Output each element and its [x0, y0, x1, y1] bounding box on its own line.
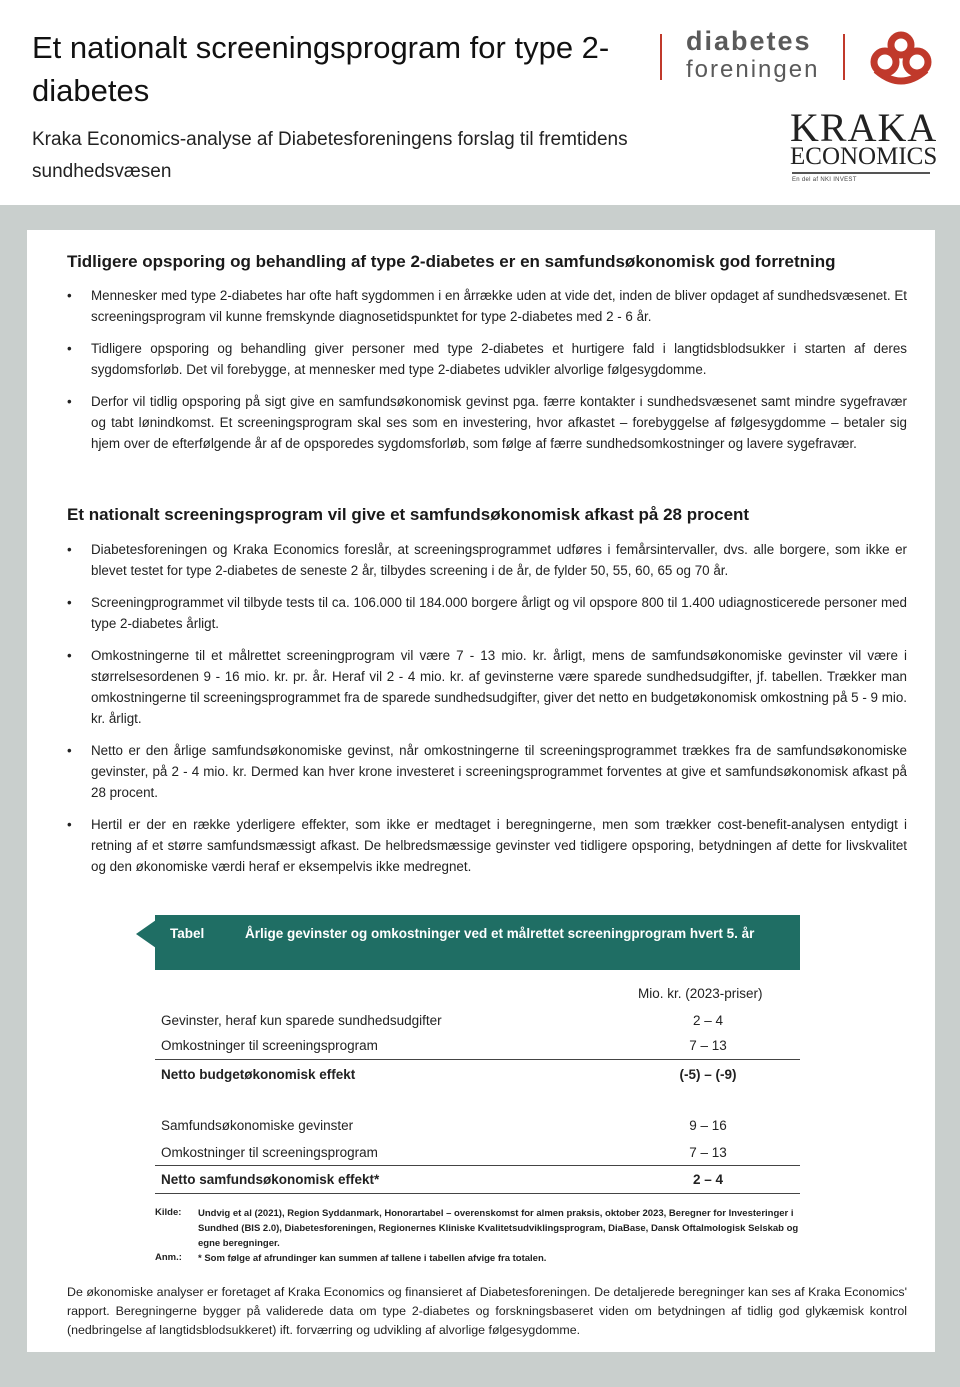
- table-row-value: 2 – 4: [692, 1172, 724, 1187]
- table-header-band: [155, 915, 800, 970]
- bullet-icon: •: [67, 595, 72, 610]
- list-item: [67, 645, 907, 729]
- section2-bullet-list: [67, 539, 907, 888]
- kraka-logo-rule: [792, 172, 930, 174]
- list-item: [67, 814, 907, 877]
- bullet-icon: •: [67, 341, 72, 356]
- table-row-label: Netto samfundsøkonomisk effekt*: [161, 1172, 380, 1187]
- list-item: [67, 592, 907, 634]
- bullet-text: Screeningprogrammet vil tilbyde tests til ca. 106.000 til 184.000 borgere årligt og vil opspore 800 til 1.400 udiagnosticerede personer med type 2-diabetes årligt.: [91, 595, 907, 631]
- table-source-text: Undvig et al (2021), Region Syddanmark, Honorartabel – overenskomst for almen praksis, oktober 2023, Beregner for Investeringer i Sundhed (BIS 2.0), Diabetesforeningen, Regionernes Kliniske Kvalitetsudviklingsprogram, DiaBase, Dansk Oftalmologisk Selskab og egne beregninger.: [198, 1208, 799, 1249]
- table-row-label: Omkostninger til screeningsprogram: [161, 1038, 378, 1053]
- diabetesforeningen-logo-line1: diabetes: [686, 26, 812, 56]
- kraka-logo-line1: KRAKA: [790, 105, 938, 150]
- table-row-label: Samfundsøkonomiske gevinster: [161, 1118, 354, 1133]
- table-title: Årlige gevinster og omkostninger ved et målrettet screeningprogram hvert 5. år: [245, 926, 755, 941]
- table-row-value: 9 – 16: [689, 1118, 727, 1133]
- bullet-icon: •: [67, 542, 72, 557]
- bullet-text: Mennesker med type 2-diabetes har ofte haft sygdommen i en årrække uden at vide det, inden de bliver opdaget af sundhedsvæsenet. Et screeningsprogram vil kunne fremskynde diagnosetidspunktet for type 2-diabetes med 2 - 6 år.: [91, 288, 907, 324]
- page-subtitle: Kraka Economics-analyse af Diabetesforeningens forslag til fremtidens sundhedsvæsen: [32, 129, 628, 182]
- kraka-logo-line2: ECONOMICS: [790, 143, 938, 170]
- page-header: [0, 0, 960, 205]
- table-rule: [155, 1193, 800, 1194]
- list-item: [67, 338, 907, 380]
- page-title: Et nationalt screeningsprogram for type 2-diabetes: [32, 30, 610, 108]
- three-circle-heart-icon: [868, 30, 934, 86]
- list-item: [67, 391, 907, 454]
- logo-divider-right: [843, 34, 845, 80]
- bullet-text: Diabetesforeningen og Kraka Economics foreslår, at screeningsprogrammet udføres i femårsintervaller, dvs. alle borgere, som ikke er blevet testet for type 2-diabetes de seneste 2 år, tilbydes screening i de år, de fylder 50, 55, 60, 65 og 70 år.: [91, 542, 907, 578]
- bullet-icon: •: [67, 648, 72, 663]
- table-source-key: Kilde:: [155, 1207, 182, 1218]
- table-row-value: (-5) – (-9): [679, 1067, 737, 1082]
- table-note-text: * Som følge af afrundinger kan summen af tallene i tabellen afvige fra totalen.: [198, 1253, 547, 1264]
- section2-heading: Et nationalt screeningsprogram vil give et samfundsøkonomisk afkast på 28 procent: [67, 505, 750, 524]
- table-row-label: Netto budgetøkonomisk effekt: [161, 1067, 356, 1082]
- bullet-text: Netto er den årlige samfundsøkonomiske gevinst, når omkostningerne til screeningsprogrammet trækkes fra de samfundsøkonomiske gevinster, på 2 - 4 mio. kr. Dermed kan hver krone investeret i screeningsprogrammet forventes at give et samfundsøkonomisk afkast på 28 procent.: [91, 743, 907, 800]
- table-rule: [155, 1059, 800, 1060]
- bullet-icon: •: [67, 817, 72, 832]
- list-item: [67, 285, 907, 327]
- bullet-text: Derfor vil tidlig opsporing på sigt give en samfundsøkonomisk gevinst pga. færre kontakter i sundhedsvæsenet samt mindre sygefravær og tabt lønindkomst. Et screeningsprogram skal ses som en investering, hvor afkastet – forebyggelse af følgesygdomme – betaler sig hjem over de efterfølgende år af de opsporedes sygdomsforløb, som følge af færre sundhedsomkostninger og lavere sygefravær.: [91, 394, 907, 451]
- table-note-key: Anm.:: [155, 1252, 182, 1263]
- table-row-value: 2 – 4: [692, 1013, 724, 1028]
- diabetesforeningen-logo-line2: foreningen: [686, 56, 820, 83]
- bullet-icon: •: [67, 288, 72, 303]
- bullet-icon: •: [67, 743, 72, 758]
- section1-heading: Tidligere opsporing og behandling af type 2-diabetes er en samfundsøkonomisk god forretning: [67, 252, 836, 271]
- bullet-text: Hertil er der en række yderligere effekter, som ikke er medtaget i beregningerne, men som trækker cost-benefit-analysen entydigt i retning af et større samfundsmæssigt afkast. De helbredsmæssige gevinster ved tidligere opsporing, betydningen af dette for livskvalitet og den økonomiske værdi heraf er eksempelvis ikke medregnet.: [91, 817, 907, 874]
- bullet-text: Tidligere opsporing og behandling giver personer med type 2-diabetes et hurtigere fald i langtidsblodsukker i starten af deres sygdomsforløb. Det vil forebygge, at mennesker med type 2-diabetes udvikler alvorlige følgesygdomme.: [91, 341, 907, 377]
- table-label: Tabel: [170, 926, 205, 941]
- table-row-label: Omkostninger til screeningsprogram: [161, 1145, 378, 1160]
- section1-bullet-list: [67, 285, 907, 465]
- table-row-value: 7 – 13: [689, 1038, 727, 1053]
- bullet-icon: •: [67, 394, 72, 409]
- footer-text: De økonomiske analyser er foretaget af Kraka Economics og finansieret af Diabetesforeningen. De detaljerede beregninger kan ses af Kraka Economics' rapport. Beregningerne bygger på validerede data om type 2-diabetes og forskningsbaseret viden om betydningen af tidlig god glykæmisk kontrol (nedbringelse af langtidsblodsukkeret) ift. forværring og udvikling af alvorlige følgesygdomme.: [67, 1285, 907, 1337]
- list-item: [67, 740, 907, 803]
- logo-divider-left: [660, 34, 662, 80]
- bullet-text: Omkostningerne til et målrettet screeningprogram vil være 7 - 13 mio. kr. årligt, mens de samfundsøkonomiske gevinster vil være i størrelsesordenen 9 - 16 mio. kr. pr. år. Heraf vil 2 - 4 mio. kr. af gevinsterne være sparede sundhedsudgifter, jf. tabellen. Trækker man omkostningerne til screeningsprogrammet fra de sparede sundhedsudgifter, giver det netto en budgetøkonomisk omkostning på 5 - 9 mio. kr. årligt.: [91, 648, 907, 726]
- table-header-tab: [136, 920, 156, 948]
- list-item: [67, 539, 907, 581]
- table-column-header: Mio. kr. (2023-priser): [638, 986, 763, 1001]
- table-rule: [155, 1165, 800, 1166]
- table-row-value: 7 – 13: [689, 1145, 727, 1160]
- kraka-logo-tagline: En del af NKI INVEST: [792, 177, 857, 183]
- table-row-label: Gevinster, heraf kun sparede sundhedsudgifter: [161, 1013, 442, 1028]
